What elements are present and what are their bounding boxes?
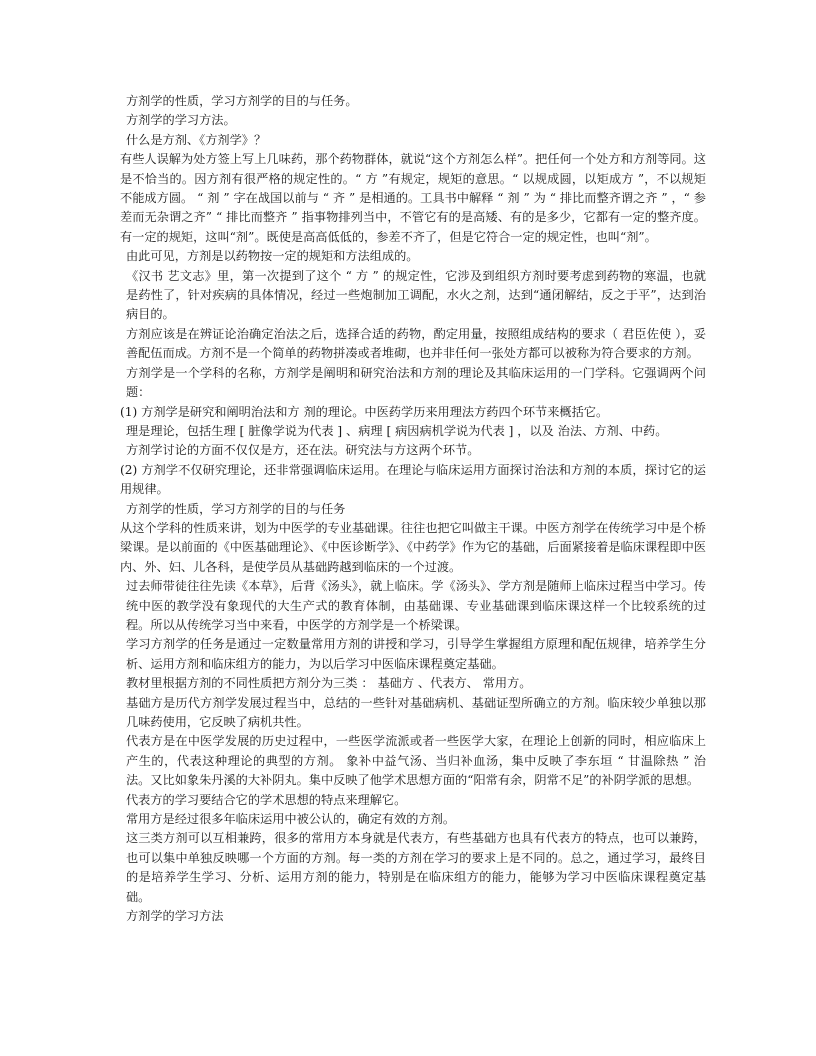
- heading-nature-purpose: 方剂学的性质，学习方剂学的目的与任务。: [126, 94, 358, 108]
- paragraph-common-formula: 常用方是经过很多年临床运用中被公认的，确定有效的方剂。: [126, 812, 456, 827]
- heading-study-method: 方剂学的学习方法。: [126, 113, 236, 128]
- heading-study-method-2: 方剂学的学习方法: [126, 909, 224, 924]
- paragraph-formula-definition: 有些人误解为处方签上写上几味药，那个药物群体，就说“这个方剂怎么样”。把任何一个处方和方剂等同。这是不恰当的。因方剂有很严格的规定性的。“ 方 ”有规定，规矩的意思。“ 以规成圆，以矩成方 ”，不以规矩不能成方圆。 “ 剂 ” 字在战国以前与 “ 齐 ” 是相通的。工具书中解释 “ 剂 ” 为 “ 排比而整齐谓之齐 ” ，“ 参差而无杂谓之齐” “ 排比而整齐 ” 指事物排列当中，不管它有的是高矮、有的是多少，它都有一定的整齐度。有一定的规矩，这叫“剂”。既使是高高低低的，参差不齐了，但是它符合一定的规定性，也叫“剂”。: [120, 152, 706, 244]
- paragraph-point-2: (2) 方剂学不仅研究理论，还非常强调临床运用。在理论与临床运用方面探讨治法和方剂的本质，探讨它的运用规律。: [120, 462, 706, 497]
- heading-nature-purpose-2: 方剂学的性质，学习方剂学的目的与任务: [126, 501, 346, 516]
- paragraph-hanshu: 《汉书 艺文志》里，第一次提到了这个 “ 方 ” 的规定性，它涉及到组织方剂时要考虑到药物的寒温，也就是药性了，针对疾病的具体情况，经过一些炮制加工调配，水火之剂，达到“通闭解结，反之于平”，达到治病目的。: [126, 268, 706, 322]
- heading-what-is-formula: 什么是方剂、《方剂学》？: [126, 132, 267, 147]
- paragraph-discipline: 方剂学是一个学科的名称，方剂学是阐明和研究治法和方剂的理论及其临床运用的一门学科。它强调两个问题：: [126, 365, 706, 400]
- paragraph-conclusion: 由此可见，方剂是以药物按一定的规矩和方法组成的。: [126, 249, 419, 264]
- paragraph-representative-formula: 代表方是在中医学发展的历史过程中，一些医学流派或者一些医学大家，在理论上创新的同时，相应临床上产生的，代表这种理论的典型的方剂。 象补中益气汤、当归补血汤，集中反映了李东垣 “ 甘温除热 ” 治法。又比如象朱丹溪的大补阴丸。集中反映了他学术思想方面的“阳常有余，阴常不足”的补阴学派的思想。: [126, 734, 706, 788]
- paragraph-three-categories: 教材里根据方剂的不同性质把方剂分为三类 ： 基础方 、代表方、 常用方。: [126, 676, 532, 691]
- paragraph-basic-formula: 基础方是历代方剂学发展过程当中，总结的一些针对基础病机、基础证型所确立的方剂。临床较少单独以那几味药使用，它反映了病机共性。: [126, 695, 706, 729]
- paragraph-method-and-formula: 方剂学讨论的方面不仅仅是方，还在法。研究法与方这两个环节。: [126, 443, 480, 458]
- paragraph-bridge-course: 从这个学科的性质来讲，划为中医学的专业基础课。往往也把它叫做主干课。中医方剂学在传统学习中是个桥梁课。是以前面的《中医基础理论》、《中医诊断学》、《中药学》作为它的基础，后面紧接着是临床课程即中医内、外、妇、儿各科，是使学员从基础跨越到临床的一个过渡。: [120, 520, 706, 574]
- paragraph-task: 学习方剂学的任务是通过一定数量常用方剂的讲授和学习，引导学生掌握组方原理和配伍规律，培养学生分析、运用方剂和临床组方的能力，为以后学习中医临床课程奠定基础。: [126, 637, 706, 671]
- paragraph-traditional-learning: 过去师带徒往往先读《本草》，后背《汤头》，就上临床。学《汤头》、学方剂是随师上临床过程当中学习。传统中医的教学没有象现代的大生产式的教育体制，由基础课、专业基础课到临床课这样一个比较系统的过程。所以从传统学习当中来看，中医学的方剂学是一个桥梁课。: [126, 579, 706, 632]
- paragraph-summary: 这三类方剂可以互相兼跨，很多的常用方本身就是代表方，有些基础方也具有代表方的特点，也可以兼跨，也可以集中单独反映哪一个方面的方剂。每一类的方剂在学习的要求上是不同的。总之，通过学习，最终目的是培养学生学习、分析、运用方剂的能力，特别是在临床组方的能力，能够为学习中医临床课程奠定基础。: [126, 831, 706, 904]
- paragraph-representative-study: 代表方的学习要结合它的学术思想的特点来理解它。: [126, 792, 407, 807]
- document-body: [120, 92, 706, 926]
- paragraph-point-1: (1) 方剂学是研究和阐明治法和方 剂的理论。中医药学历来用理法方药四个环节来概括它。: [120, 404, 609, 419]
- paragraph-formula-composition: 方剂应该是在辨证论治确定治法之后，选择合适的药物，酌定用量，按照组成结构的要求（ 君臣佐使 ），妥善配伍而成。方剂不是一个简单的药物拼凑或者堆砌，也并非任何一张处方都可以被称为符合要求的方剂。: [126, 326, 706, 361]
- paragraph-theory: 理是理论，包括生理 [ 脏像学说为代表 ] 、病理 [ 病因病机学说为代表 ] ，以及 治法、方剂、中药。: [126, 423, 668, 438]
